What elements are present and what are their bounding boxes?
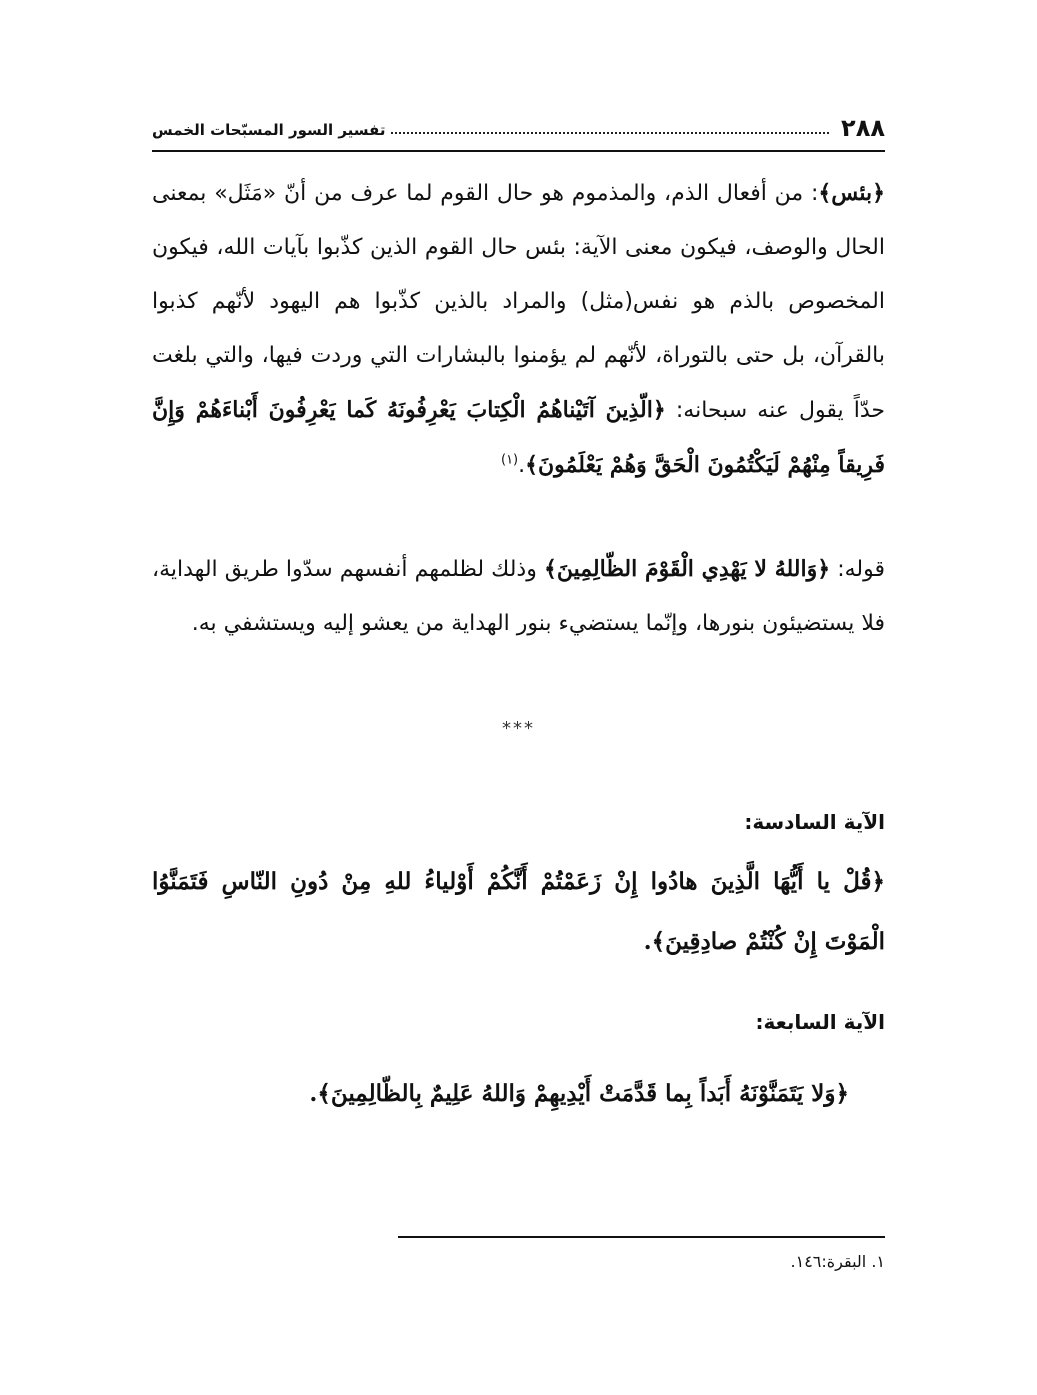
- sentence-end: .: [518, 453, 526, 478]
- header-dot-leader: [391, 132, 829, 134]
- paragraph-intro: قوله:: [830, 557, 885, 582]
- footnote-reference[interactable]: (١): [500, 452, 519, 468]
- page-number: ٢٨٨: [841, 114, 885, 142]
- paragraph-text: : من أفعال الذم، والمذموم هو حال القوم لما عرف من أنّ «مَثَل» بمعنى الحال والوصف، فيكون معنى الآية: بئس حال القوم الذين كذّبوا بآيات الله، فيكون المخصوص بالذم هو نفس(مثل) والمراد بالذين كذّبوا هم اليهود لأنّهم كذبوا بالقرآن، بل حتى بالتوراة، لأنّهم لم يؤمنوا بالبشارات التي وردت فيها، والتي بلغت حدّاً يقول عنه سبحانه:: [152, 181, 885, 423]
- quran-quote: ﴿وَاللهُ لا يَهْدِي الْقَوْمَ الظّالِمِينَ﴾: [543, 556, 831, 582]
- header-rule: [152, 150, 885, 152]
- section-heading-six: الآية السادسة:: [744, 810, 885, 834]
- footnote: ١. البقرة:١٤٦.: [790, 1252, 885, 1271]
- paragraph-qawluhu: [152, 542, 885, 651]
- section-heading-seven: الآية السابعة:: [755, 1010, 885, 1034]
- lead-term: ﴿بئس﴾: [818, 180, 885, 206]
- quran-quote: ﴿الّذِينَ آتَيْناهُمُ الْكِتابَ يَعْرِفُونَهُ كَما يَعْرِفُونَ أَبْناءَهُمْ وَإِنَّ فَرِيقاً مِنْهُمْ لَيَكْتُمُونَ الْحَقَّ وَهُمْ يَعْلَمُونَ﴾: [152, 397, 885, 478]
- section-separator: ***: [502, 718, 535, 739]
- running-header: [152, 100, 885, 140]
- header-title: تفسير السور المسبّحات الخمس: [152, 121, 386, 139]
- paragraph-text: وذلك لظلمهم أنفسهم سدّوا طريق الهداية، فلا يستضيئون بنورها، وإنّما يستضيء بنور الهداية من يعشو إليه ويستشفي به.: [152, 557, 885, 636]
- verse-six: ﴿قُلْ يا أَيُّهَا الَّذِينَ هادُوا إِنْ زَعَمْتُمْ أَنَّكُمْ أَوْلياءُ للهِ مِنْ دُونِ النّاسِ فَتَمَنَّوُا الْمَوْتَ إِنْ كُنْتُمْ صادِقِينَ﴾.: [152, 868, 885, 955]
- paragraph-bisa: [152, 166, 885, 493]
- footnote-rule: [398, 1236, 885, 1238]
- verse-seven: ﴿وَلا يَتَمَنَّوْنَهُ أَبَداً بِما قَدَّمَتْ أَيْدِيهِمْ وَاللهُ عَلِيمٌ بِالظّالِمِينَ﴾.: [309, 1080, 849, 1107]
